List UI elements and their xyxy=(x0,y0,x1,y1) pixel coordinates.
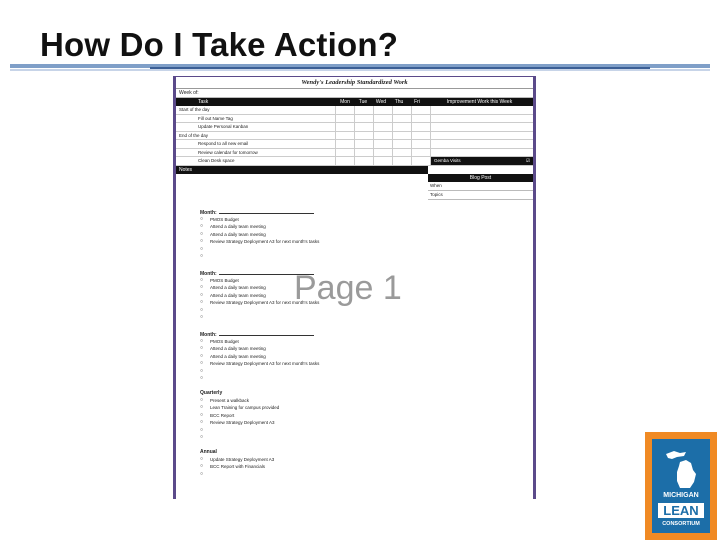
table-row xyxy=(176,106,533,115)
table-row xyxy=(176,123,533,132)
improvement-header: Improvement Work this Week xyxy=(446,99,513,105)
list-item: ○ Present a walkback xyxy=(200,396,250,403)
section-start-of-day: Start of the day xyxy=(176,106,336,114)
title-underline-light xyxy=(10,69,710,71)
blog-when-label: When xyxy=(428,182,533,191)
list-item: ○ Review Strategy Deployment A3 for next month's tasks xyxy=(200,360,320,366)
circle-bullet-icon: ○ xyxy=(200,396,204,403)
circle-bullet-icon: ○ xyxy=(200,276,204,283)
list-item: ○ Attend a daily team meeting xyxy=(200,291,266,298)
circle-bullet-icon: ○ xyxy=(200,306,204,313)
annual-block xyxy=(200,448,533,479)
circle-bullet-icon: ○ xyxy=(200,223,204,229)
list-item xyxy=(200,427,533,435)
standard-work-document xyxy=(173,76,536,499)
day-header-fri: Fri xyxy=(414,99,420,105)
list-item: ○ PMOS Budget xyxy=(200,276,239,283)
circle-bullet-icon: ○ xyxy=(200,215,204,222)
table-row xyxy=(176,140,533,149)
table-row xyxy=(176,149,533,158)
list-item: ○ BCC Report with Financials xyxy=(200,463,266,469)
circle-bullet-icon: ○ xyxy=(200,352,204,359)
circle-bullet-icon: ○ xyxy=(200,245,204,252)
list-item: ○ PMOS Budget xyxy=(200,215,239,222)
circle-bullet-icon: ○ xyxy=(200,238,204,244)
month-block xyxy=(200,330,533,383)
circle-bullet-icon: ○ xyxy=(200,253,204,259)
table-row xyxy=(176,157,533,166)
circle-bullet-icon: ○ xyxy=(200,360,204,366)
blog-post-header: Blog Post xyxy=(428,174,533,182)
title-underline-dark xyxy=(150,67,650,69)
week-of-label: Week of: xyxy=(176,89,533,98)
checkbox-icon: ☑ xyxy=(525,158,530,163)
list-item xyxy=(200,434,533,442)
gemba-visits-label: Gemba Visits xyxy=(434,158,461,163)
circle-bullet-icon: ○ xyxy=(200,337,204,344)
task-header-row xyxy=(176,98,533,106)
list-item: ○ Attend a daily team meeting xyxy=(200,345,266,351)
day-header-wed: Wed xyxy=(375,99,387,105)
day-header-tue: Tue xyxy=(358,99,368,105)
logo-text-michigan: MICHIGAN xyxy=(663,492,699,499)
quarterly-block xyxy=(200,389,533,442)
circle-bullet-icon: ○ xyxy=(200,470,204,477)
circle-bullet-icon: ○ xyxy=(200,419,204,425)
logo-text-consortium: CONSORTIUM xyxy=(662,521,700,527)
task-cell: Respond to all new email xyxy=(176,140,336,148)
day-header-mon: Mon xyxy=(340,99,350,105)
task-column-header: Task xyxy=(198,99,209,105)
circle-bullet-icon: ○ xyxy=(200,367,204,374)
circle-bullet-icon: ○ xyxy=(200,426,204,433)
document-title: Wendy's Leadership Standardized Work xyxy=(176,79,533,89)
michigan-map-icon xyxy=(664,448,698,490)
task-cell: Review calendar for tomorrow xyxy=(176,149,336,157)
list-item: ○ Attend a daily team meeting xyxy=(200,230,266,237)
list-item xyxy=(200,314,533,322)
list-item: ○ Review Strategy Deployment A3 for next month's tasks xyxy=(200,299,320,305)
circle-bullet-icon: ○ xyxy=(200,230,204,237)
task-cell: Fill out Name Tag xyxy=(176,115,336,123)
circle-bullet-icon: ○ xyxy=(200,404,204,410)
list-item xyxy=(200,246,533,254)
michigan-lean-consortium-logo xyxy=(645,432,717,540)
gemba-visits-cell xyxy=(431,157,533,165)
month-block xyxy=(200,208,533,261)
list-item xyxy=(200,368,533,376)
circle-bullet-icon: ○ xyxy=(200,284,204,290)
list-item: ○ Update Strategy Deployment A3 xyxy=(200,455,275,462)
circle-bullet-icon: ○ xyxy=(200,434,204,440)
notes-label: Notes xyxy=(176,166,428,174)
circle-bullet-icon: ○ xyxy=(200,299,204,305)
slide-title: How Do I Take Action? xyxy=(40,26,399,63)
blog-topics-label: Topics xyxy=(428,191,533,200)
list-item: ○ Review Strategy Deployment A3 for next month's tasks xyxy=(200,238,320,244)
list-item: ○ Attend a daily team meeting xyxy=(200,223,266,229)
list-item xyxy=(200,253,533,261)
annual-label: Annual xyxy=(200,448,217,455)
list-item: ○ Lean Training for campus provided xyxy=(200,404,280,410)
list-item xyxy=(200,471,533,479)
table-row xyxy=(176,115,533,124)
table-row xyxy=(176,132,533,141)
page-watermark: Page 1 xyxy=(294,269,402,307)
logo-text-lean: LEAN xyxy=(658,503,704,518)
task-cell: Clean Desk space xyxy=(176,157,336,165)
section-end-of-day: End of the day xyxy=(176,132,336,140)
circle-bullet-icon: ○ xyxy=(200,345,204,351)
month-label: Month: xyxy=(200,331,217,338)
task-cell: Update Personal Kanban xyxy=(176,123,336,131)
circle-bullet-icon: ○ xyxy=(200,411,204,418)
list-item xyxy=(200,375,533,383)
list-item: ○ PMOS Budget xyxy=(200,337,239,344)
circle-bullet-icon: ○ xyxy=(200,375,204,381)
circle-bullet-icon: ○ xyxy=(200,314,204,320)
month-label: Month: xyxy=(200,270,217,277)
list-item: ○ Attend a daily team meeting xyxy=(200,352,266,359)
list-item: ○ BCC Report xyxy=(200,411,235,418)
day-header-thu: Thu xyxy=(394,99,404,105)
circle-bullet-icon: ○ xyxy=(200,463,204,469)
blog-area xyxy=(176,174,533,206)
month-label: Month: xyxy=(200,209,217,216)
notes-row xyxy=(176,166,533,174)
circle-bullet-icon: ○ xyxy=(200,291,204,298)
list-item: ○ Attend a daily team meeting xyxy=(200,284,266,290)
quarterly-label: Quarterly xyxy=(200,389,223,396)
circle-bullet-icon: ○ xyxy=(200,455,204,462)
list-item: ○ Review Strategy Deployment A3 xyxy=(200,419,275,425)
